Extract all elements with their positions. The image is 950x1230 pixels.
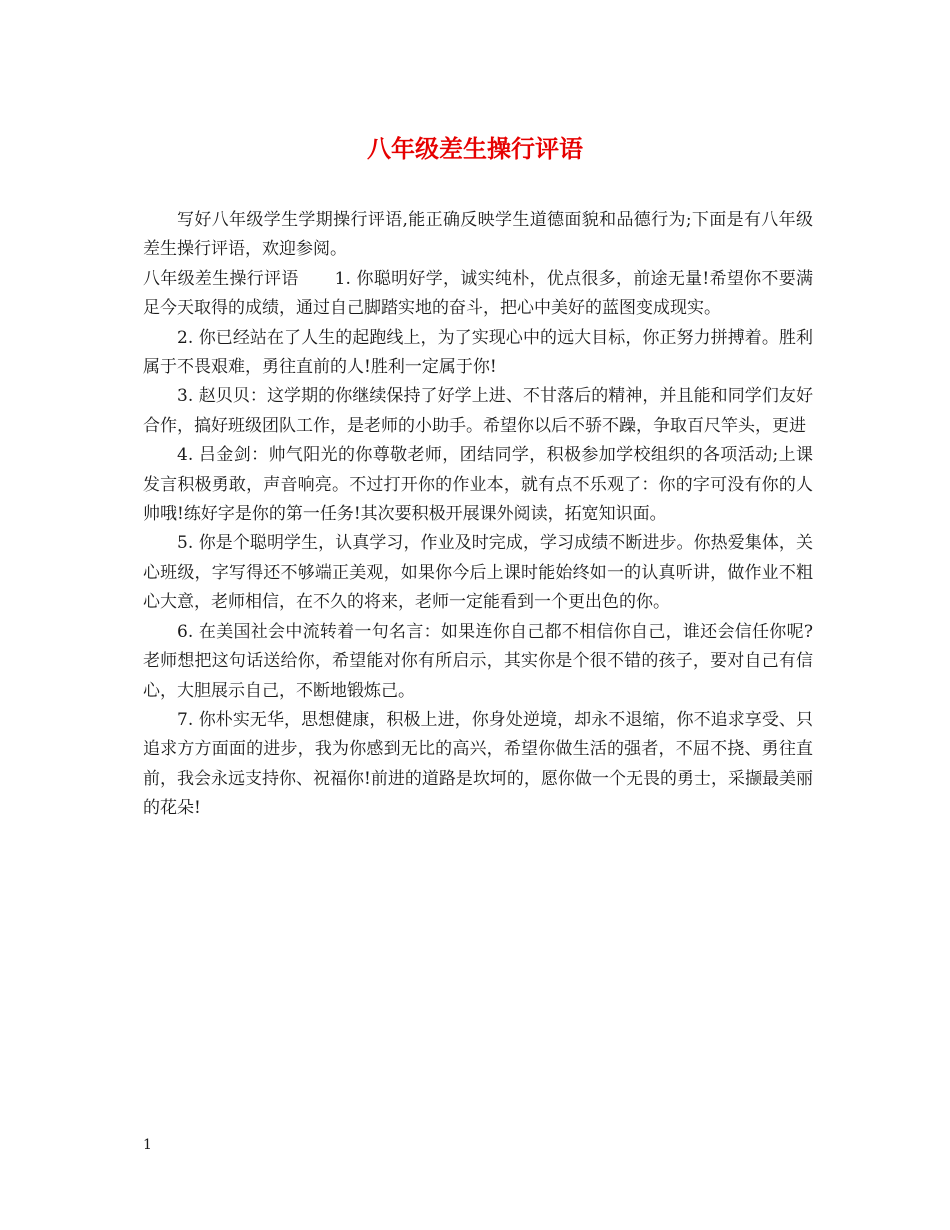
- comment-item-3: 3. 赵贝贝：这学期的你继续保持了好学上进、不甘落后的精神，并且能和同学们友好合作，搞好班级团队工作，是老师的小助手。希望你以后不骄不躁，争取百尺竿头，更进: [143, 386, 813, 436]
- comment-item-4: 4. 吕金剑：帅气阳光的你尊敬老师，团结同学，积极参加学校组织的各项活动;上课发言积极勇敢，声音响亮。不过打开你的作业本，就有点不乐观了：你的字可没有你的人帅哦!练好字是你的第一任务!其次要积极开展课外阅读，拓宽知识面。: [143, 445, 813, 525]
- page-number: 1: [143, 1137, 152, 1153]
- comment-item-2: 2. 你已经站在了人生的起跑线上，为了实现心中的远大目标，你正努力拼搏着。胜利属于不畏艰难，勇往直前的人!胜利一定属于你!: [143, 327, 813, 378]
- section-label: 八年级差生操行评语: [143, 268, 299, 289]
- comment-item-6: 6. 在美国社会中流转着一句名言：如果连你自己都不相信你自己，谁还会信任你呢?老师想把这句话送给你，希望能对你有所启示，其实你是个很不错的孩子，要对自己有信心，大胆展示自己，不断地锻炼己。: [143, 621, 813, 701]
- comment-item-7: 7. 你朴实无华，思想健康，积极上进，你身处逆境，却永不退缩，你不追求享受、只追求方方面面的进步，我为你感到无比的高兴，希望你做生活的强者，不屈不挠、勇往直前，我会永远支持你、祝福你!前进的道路是坎坷的，愿你做一个无畏的勇士，采撷最美丽的花朵!: [143, 709, 813, 819]
- document-body: [143, 206, 813, 824]
- page-title: 八年级差生操行评语: [367, 134, 583, 163]
- comment-paragraph-1: [143, 265, 813, 324]
- comment-item-5: 5. 你是个聪明学生，认真学习，作业及时完成，学习成绩不断进步。你热爱集体，关心班级，字写得还不够端正美观，如果你今后上课时能始终如一的认真听讲，做作业不粗心大意，老师相信，在不久的将来，老师一定能看到一个更出色的你。: [143, 533, 813, 613]
- comment-item-1: 1. 你聪明好学，诚实纯朴，优点很多，前途无量!希望你不要满足今天取得的成绩，通过自己脚踏实地的奋斗，把心中美好的蓝图变成现实。: [143, 268, 813, 319]
- intro-paragraph: 写好八年级学生学期操行评语,能正确反映学生道德面貌和品德行为;下面是有八年级差生操行评语，欢迎参阅。: [143, 210, 813, 260]
